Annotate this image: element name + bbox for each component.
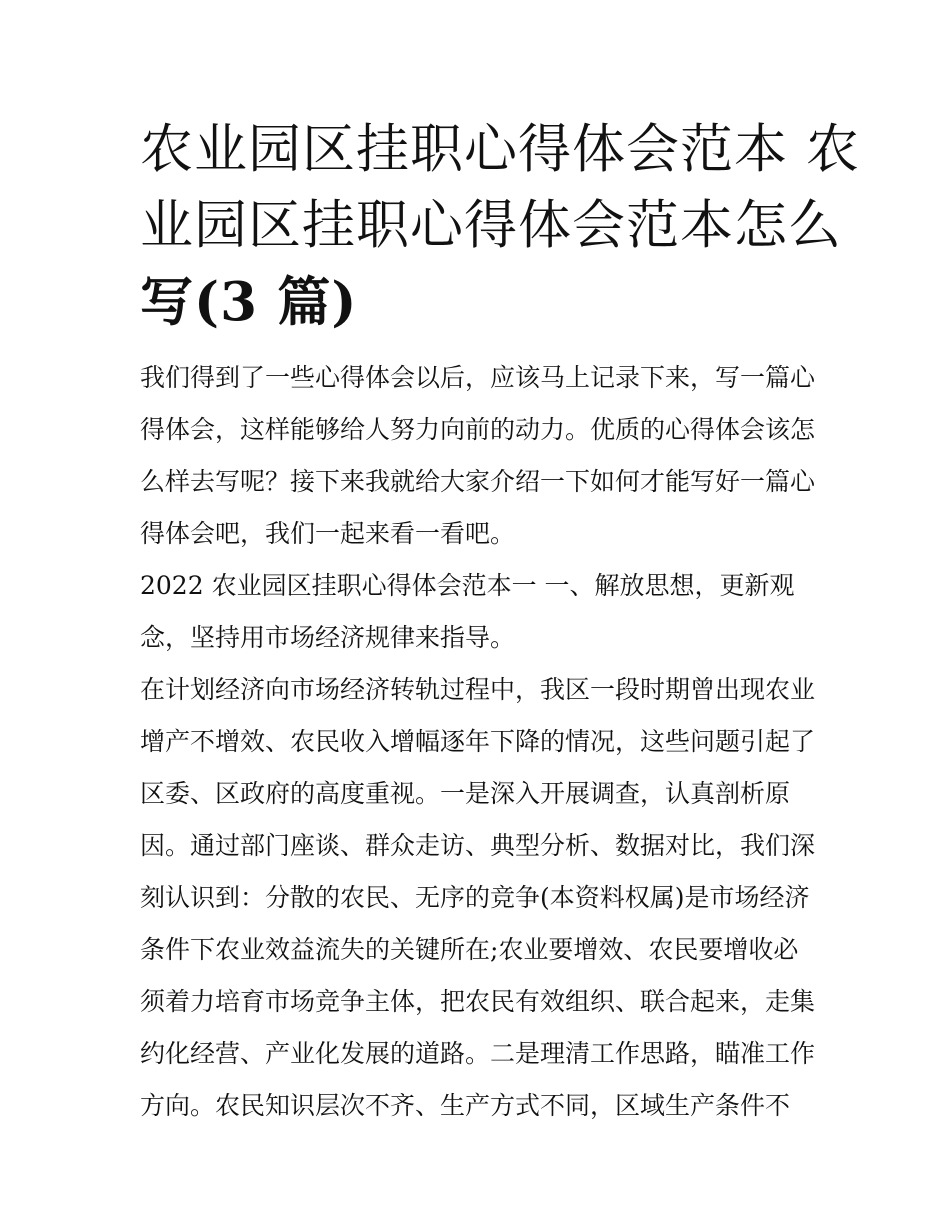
text-line: 得体会，这样能够给人努力向前的动力。优质的心得体会该怎 — [140, 415, 816, 444]
text-line: 区委、区政府的高度重视。一是深入开展调查，认真剖析原 — [140, 779, 791, 808]
title-line: 业园区挂职心得体会范本怎么 — [140, 195, 842, 256]
title-line: 写(3 篇) — [140, 271, 358, 333]
text-line: 增产不增效、农民收入增幅逐年下降的情况，这些问题引起了 — [140, 727, 816, 756]
document-body — [140, 352, 820, 1132]
text-line: 刻认识到：分散的农民、无序的竞争(本资料权属)是市场经济 — [140, 883, 810, 912]
text-line: 我们得到了一些心得体会以后，应该马上记录下来，写一篇心 — [140, 363, 816, 392]
text-line: 方向。农民知识层次不齐、生产方式不同，区域生产条件不 — [140, 1091, 791, 1120]
document-title — [140, 112, 860, 340]
text-line: 么样去写呢？接下来我就给大家介绍一下如何才能写好一篇心 — [140, 467, 816, 496]
text-line: 念，坚持用市场经济规律来指导。 — [140, 623, 516, 652]
text-line: 在计划经济向市场经济转轨过程中，我区一段时期曾出现农业 — [140, 675, 816, 704]
document-page — [140, 112, 860, 1132]
text-line: 因。通过部门座谈、群众走访、典型分析、数据对比，我们深 — [140, 831, 816, 860]
section-heading-paragraph — [140, 560, 820, 664]
body-paragraph — [140, 664, 820, 1132]
text-line: 得体会吧，我们一起来看一看吧。 — [140, 519, 516, 548]
text-line: 须着力培育市场竞争主体，把农民有效组织、联合起来，走集 — [140, 987, 816, 1016]
intro-paragraph — [140, 352, 820, 560]
text-line: 约化经营、产业化发展的道路。二是理清工作思路，瞄准工作 — [140, 1039, 816, 1068]
text-line: 条件下农业效益流失的关键所在;农业要增效、农民要增收必 — [140, 935, 799, 964]
title-line: 农业园区挂职心得体会范本 农 — [140, 119, 860, 180]
text-line: 2022 农业园区挂职心得体会范本一 一、解放思想，更新观 — [140, 571, 795, 600]
